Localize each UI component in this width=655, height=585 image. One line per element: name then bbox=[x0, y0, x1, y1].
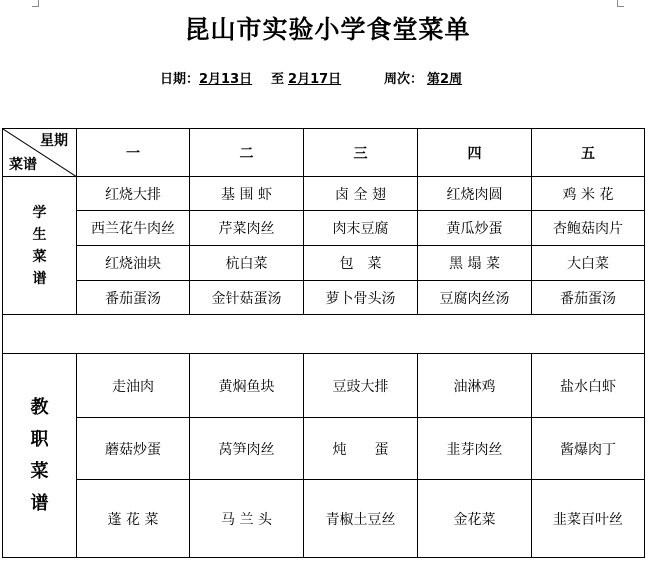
day-header-fri: 五 bbox=[532, 129, 645, 177]
student-dish: 基 围 虾 bbox=[190, 177, 304, 211]
student-dish: 肉末豆腐 bbox=[304, 211, 418, 246]
menu-table bbox=[2, 128, 645, 558]
week-label: 周次： bbox=[384, 72, 424, 87]
empty-separator-cell bbox=[3, 315, 645, 354]
day-header-mon: 一 bbox=[77, 129, 190, 177]
teacher-dish: 油淋鸡 bbox=[418, 354, 532, 418]
student-row bbox=[3, 246, 645, 281]
header-corner-cell bbox=[3, 129, 77, 177]
teacher-dish: 金花菜 bbox=[418, 480, 532, 558]
page-corner-mark-right-h bbox=[617, 6, 624, 7]
student-dish: 卤 全 翅 bbox=[304, 177, 418, 211]
day-header-wed: 三 bbox=[304, 129, 418, 177]
student-dish: 豆腐肉丝汤 bbox=[418, 281, 532, 315]
teacher-dish: 走油肉 bbox=[77, 354, 190, 418]
student-dish: 杭白菜 bbox=[190, 246, 304, 281]
teacher-dish: 炖 蛋 bbox=[304, 418, 418, 480]
corner-label-menu: 菜谱 bbox=[9, 157, 37, 173]
teacher-row bbox=[3, 480, 645, 558]
student-dish: 黄瓜炒蛋 bbox=[418, 211, 532, 246]
date-end: 2月17日 bbox=[288, 72, 342, 87]
student-dish: 红烧大排 bbox=[77, 177, 190, 211]
corner-label-weekday: 星期 bbox=[40, 133, 68, 149]
student-dish: 西兰花牛肉丝 bbox=[77, 211, 190, 246]
teacher-dish: 韭菜百叶丝 bbox=[532, 480, 645, 558]
student-dish: 黑 塌 菜 bbox=[418, 246, 532, 281]
teacher-dish: 蓬 花 菜 bbox=[77, 480, 190, 558]
week-value: 第2周 bbox=[427, 72, 463, 87]
student-row bbox=[3, 177, 645, 211]
student-dish: 红烧肉圆 bbox=[418, 177, 532, 211]
teacher-dish: 酱爆肉丁 bbox=[532, 418, 645, 480]
student-row bbox=[3, 211, 645, 246]
day-header-thu: 四 bbox=[418, 129, 532, 177]
teacher-dish: 蘑菇炒蛋 bbox=[77, 418, 190, 480]
student-dish: 鸡 米 花 bbox=[532, 177, 645, 211]
student-dish: 红烧油块 bbox=[77, 246, 190, 281]
teacher-row bbox=[3, 418, 645, 480]
student-menu-label: 学生菜谱 bbox=[3, 177, 77, 315]
student-dish: 金针菇蛋汤 bbox=[190, 281, 304, 315]
teacher-row bbox=[3, 354, 645, 418]
page-title: 昆山市实验小学食堂菜单 bbox=[184, 15, 471, 44]
teacher-menu-label: 教职菜谱 bbox=[3, 354, 77, 558]
teacher-dish: 黄焖鱼块 bbox=[190, 354, 304, 418]
student-dish: 杏鲍菇肉片 bbox=[532, 211, 645, 246]
date-to: 至 bbox=[271, 72, 285, 87]
teacher-dish: 莴笋肉丝 bbox=[190, 418, 304, 480]
date-label: 日期： bbox=[160, 72, 200, 87]
teacher-dish: 韭芽肉丝 bbox=[418, 418, 532, 480]
teacher-dish: 青椒土豆丝 bbox=[304, 480, 418, 558]
day-header-tue: 二 bbox=[190, 129, 304, 177]
spacer-row bbox=[3, 315, 645, 354]
date-start: 2月13日 bbox=[199, 72, 253, 87]
student-row bbox=[3, 281, 645, 315]
date-line bbox=[160, 68, 462, 87]
header-row bbox=[3, 129, 645, 177]
student-dish: 番茄蛋汤 bbox=[532, 281, 645, 315]
teacher-dish: 盐水白虾 bbox=[532, 354, 645, 418]
teacher-dish: 马 兰 头 bbox=[190, 480, 304, 558]
student-dish: 番茄蛋汤 bbox=[77, 281, 190, 315]
student-dish: 芹菜肉丝 bbox=[190, 211, 304, 246]
student-dish: 大白菜 bbox=[532, 246, 645, 281]
page-corner-mark-left-h bbox=[32, 6, 39, 7]
student-dish: 萝卜骨头汤 bbox=[304, 281, 418, 315]
student-dish: 包 菜 bbox=[304, 246, 418, 281]
teacher-dish: 豆豉大排 bbox=[304, 354, 418, 418]
